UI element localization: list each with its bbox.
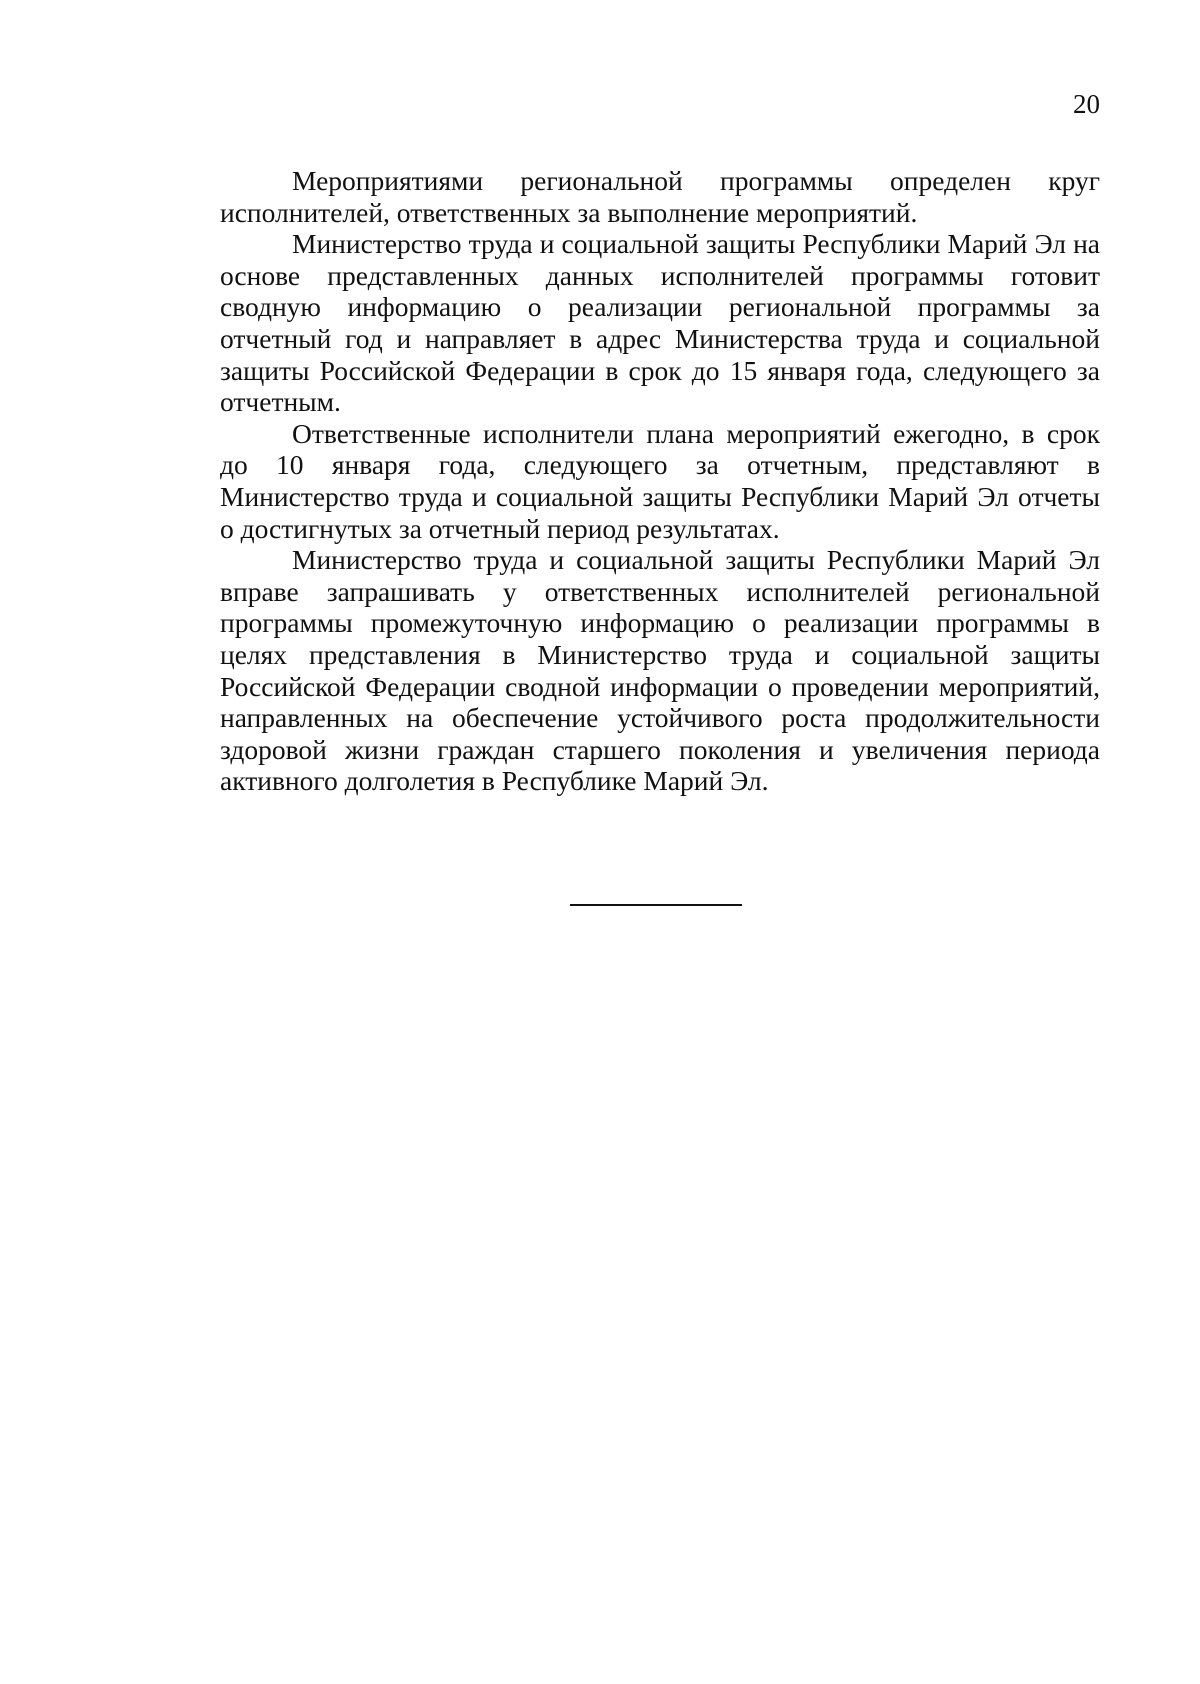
- paragraph-summary-report: Министерство труда и социальной защиты Республики Марий Эл на основе представленных данных исполнителей программы готовит сводную информацию о реализации региональной программы за отчетный год и направляет в адрес Министерства труда и социальной защиты Российской Федерации в срок до 15 января года, следующего за отчетным.: [220, 228, 1100, 418]
- paragraph-annual-reports: Ответственные исполнители плана мероприятий ежегодно, в срок до 10 января года, следующего за отчетным, представляют в Министерство труда и социальной защиты Республики Марий Эл отчеты о достигнутых за отчетный период результатах.: [220, 417, 1100, 544]
- paragraph-interim-information: Министерство труда и социальной защиты Республики Марий Эл вправе запрашивать у ответственных исполнителей региональной программы промежуточную информацию о реализации программы в целях представления в Министерство труда и социальной защиты Российской Федерации сводной информации о проведении мероприятий, направленных на обеспечение устойчивого роста продолжительности здоровой жизни граждан старшего поколения и увеличения периода активного долголетия в Республике Марий Эл.: [220, 544, 1100, 797]
- body-text: [220, 165, 1100, 797]
- end-of-text-rule: [570, 904, 742, 906]
- page-number: 20: [1073, 89, 1100, 119]
- paragraph-responsible-executors: Мероприятиями региональной программы определен круг исполнителей, ответственных за выполнение мероприятий.: [220, 165, 1100, 228]
